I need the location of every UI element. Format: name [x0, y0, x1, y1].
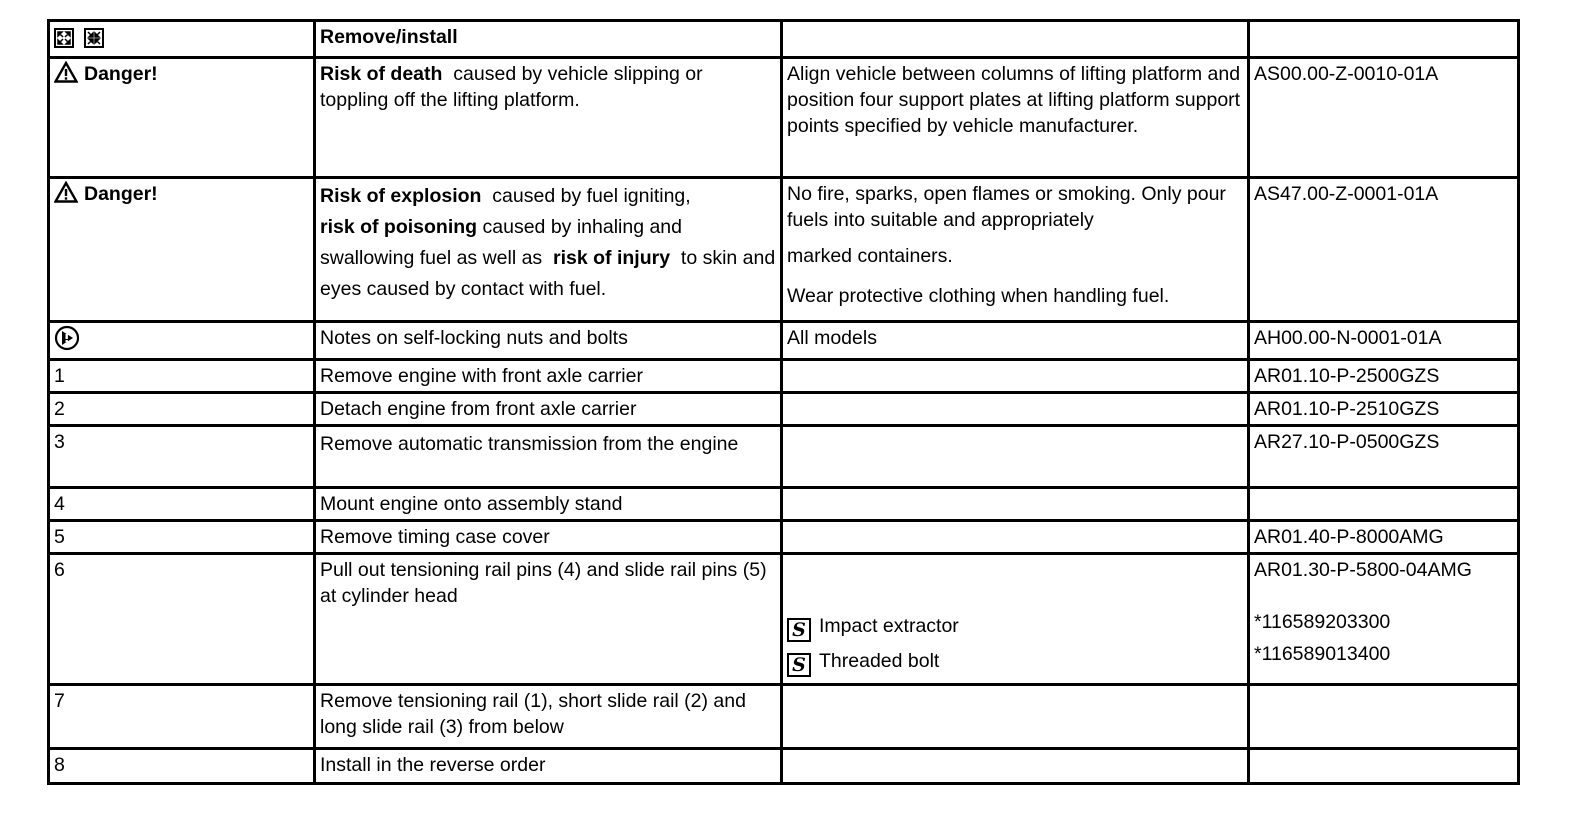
- collapse-arrows-icon[interactable]: [84, 28, 104, 48]
- step-reference: [1249, 685, 1519, 749]
- tool-name[interactable]: Threaded bolt: [819, 650, 940, 672]
- step-number: 7: [49, 685, 315, 749]
- note-row: [49, 322, 1519, 360]
- info-note-icon: [54, 325, 80, 351]
- danger-measure: [782, 178, 1249, 322]
- expand-arrows-icon[interactable]: [54, 28, 74, 48]
- step-row: [49, 521, 1519, 554]
- step-row: [49, 554, 1519, 685]
- step-description: Detach engine from front axle carrier: [315, 393, 782, 426]
- step-note: [782, 360, 1249, 393]
- procedure-table: [47, 19, 1520, 785]
- step-number: 2: [49, 393, 315, 426]
- step-note: [782, 488, 1249, 521]
- tool-item: [787, 613, 1243, 642]
- step-description: Pull out tensioning rail pins (4) and slide rail pins (5) at cylinder head: [315, 554, 782, 685]
- step-note: [782, 393, 1249, 426]
- header-col4: [1249, 21, 1519, 58]
- danger-measure: Align vehicle between columns of lifting platform and position four support plates at lifting platform support points specified by vehicle manufacturer.: [782, 58, 1249, 178]
- header-icons-cell: [49, 21, 315, 58]
- step-number: 5: [49, 521, 315, 554]
- step-note: [782, 685, 1249, 749]
- step-description: Mount engine onto assembly stand: [315, 488, 782, 521]
- measure-line: Wear protective clothing when handling fuel.: [787, 285, 1170, 307]
- header-col3: [782, 21, 1249, 58]
- step-row: [49, 426, 1519, 488]
- warning-triangle-icon: [54, 181, 78, 203]
- risk-poisoning-text: caused by inhaling and swallowing fuel as well as: [320, 216, 683, 269]
- warning-triangle-icon: [54, 61, 78, 83]
- step-description: Install in the reverse order: [315, 749, 782, 784]
- part-number[interactable]: *116589013400: [1254, 643, 1391, 665]
- danger-label-cell: [49, 178, 315, 322]
- header-title: Remove/install: [315, 21, 782, 58]
- measure-line: No fire, sparks, open flames or smoking. Only pour fuels into suitable and appropriately: [787, 183, 1226, 231]
- danger-description: [315, 178, 782, 322]
- risk-explosion-text: caused by fuel igniting,: [492, 185, 691, 207]
- special-tool-icon: S: [787, 653, 811, 677]
- tool-item: [787, 648, 1243, 677]
- step-number: 8: [49, 749, 315, 784]
- risk-injury-text: to skin and eyes caused by contact with fuel.: [320, 247, 776, 300]
- risk-death-label: Risk of death: [320, 63, 443, 85]
- note-icon-cell: [49, 322, 315, 360]
- step-reference: [1249, 749, 1519, 784]
- danger-label-cell: [49, 58, 315, 178]
- step-row: [49, 749, 1519, 784]
- step-number: 1: [49, 360, 315, 393]
- special-tool-icon: S: [787, 618, 811, 642]
- step-description: Remove automatic transmission from the engine: [315, 426, 782, 488]
- step-row: [49, 360, 1519, 393]
- note-scope: All models: [782, 322, 1249, 360]
- danger-row: [49, 58, 1519, 178]
- risk-injury-label: risk of injury: [553, 247, 671, 269]
- danger-reference[interactable]: AS00.00-Z-0010-01A: [1249, 58, 1519, 178]
- step-description: Remove timing case cover: [315, 521, 782, 554]
- step-tools: [782, 554, 1249, 685]
- step-note: [782, 749, 1249, 784]
- danger-row: [49, 178, 1519, 322]
- step-description: Remove engine with front axle carrier: [315, 360, 782, 393]
- step-reference-cell: [1249, 554, 1519, 685]
- step-row: [49, 488, 1519, 521]
- measure-line: marked containers.: [787, 245, 953, 267]
- step-description: Remove tensioning rail (1), short slide rail (2) and long slide rail (3) from below: [315, 685, 782, 749]
- step-number: 3: [49, 426, 315, 488]
- step-note: [782, 426, 1249, 488]
- header-row: [49, 21, 1519, 58]
- step-number: 6: [49, 554, 315, 685]
- step-row: [49, 685, 1519, 749]
- note-description: Notes on self-locking nuts and bolts: [315, 322, 782, 360]
- tool-name[interactable]: Impact extractor: [819, 615, 959, 637]
- danger-description: [315, 58, 782, 178]
- danger-label: Danger!: [84, 63, 158, 85]
- step-reference: [1249, 488, 1519, 521]
- step-number: 4: [49, 488, 315, 521]
- part-number[interactable]: *116589203300: [1254, 611, 1391, 633]
- risk-death-text: caused by vehicle slipping or toppling off the lifting platform.: [320, 63, 703, 111]
- risk-explosion-label: Risk of explosion: [320, 185, 482, 207]
- step-note: [782, 521, 1249, 554]
- step-reference[interactable]: AR01.30-P-5800-04AMG: [1254, 559, 1472, 581]
- danger-reference[interactable]: AS47.00-Z-0001-01A: [1249, 178, 1519, 322]
- step-reference[interactable]: AR01.10-P-2500GZS: [1249, 360, 1519, 393]
- danger-label: Danger!: [84, 183, 158, 205]
- step-reference[interactable]: AR27.10-P-0500GZS: [1249, 426, 1519, 488]
- step-reference[interactable]: AR01.10-P-2510GZS: [1249, 393, 1519, 426]
- risk-poisoning-label: risk of poisoning: [320, 216, 478, 238]
- step-row: [49, 393, 1519, 426]
- note-reference[interactable]: AH00.00-N-0001-01A: [1249, 322, 1519, 360]
- step-reference[interactable]: AR01.40-P-8000AMG: [1249, 521, 1519, 554]
